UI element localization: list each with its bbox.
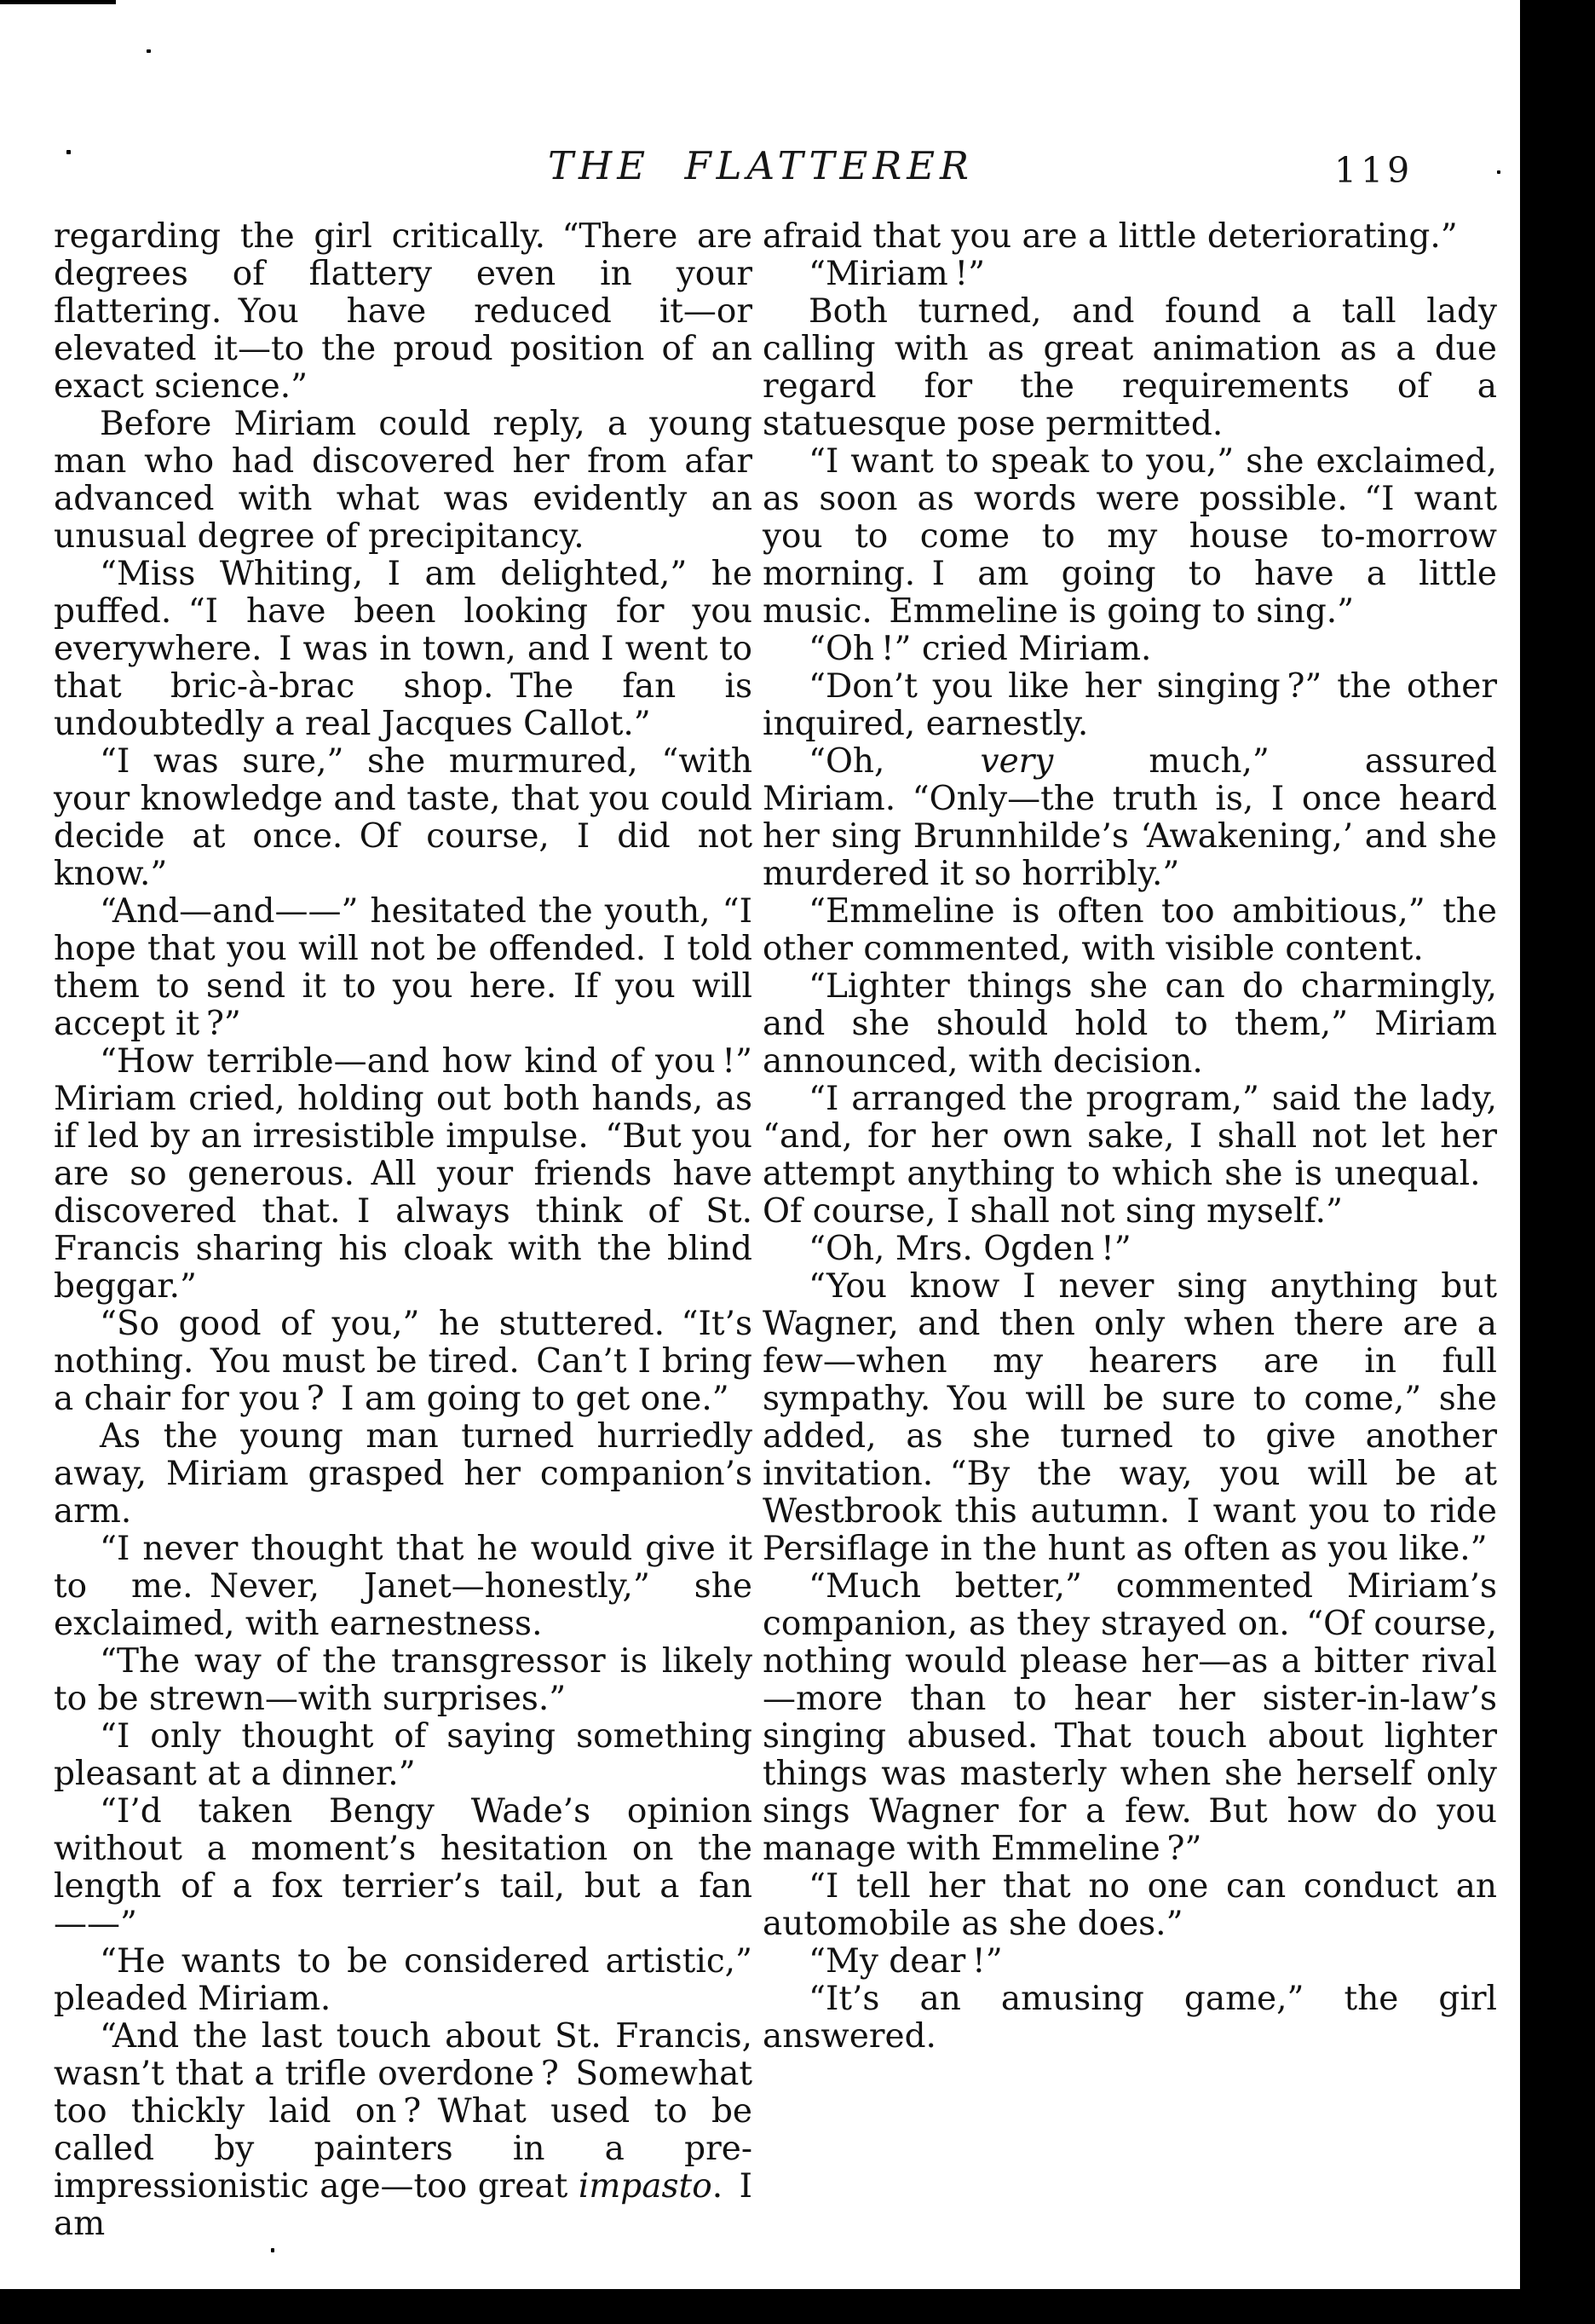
paragraph <box>54 743 752 893</box>
body-text: “You know I never sing anything but Wagner, and then only when there are a few—when my hearers are in full sympathy. You will be sure to come,” she added, as she turned to give another invitation. “By the way, you will be at Westbrook this autumn. I want you to ride Persiflage in the hunt as often as you like.” <box>763 1267 1497 1568</box>
scan-border-right-band <box>1520 0 1595 2324</box>
body-text: “So good of you,” he stuttered. “It’s nothing. You must be tired. Can’t I bring a chair for you ? I am going to get one.” <box>54 1305 752 1418</box>
text-column-right <box>763 218 1497 2056</box>
scan-speck <box>1497 170 1500 174</box>
paragraph <box>54 1306 752 1418</box>
scan-artifact-top-strip <box>0 0 116 4</box>
paragraph <box>763 1868 1497 1943</box>
body-text: “Miss Whiting, I am delighted,” he puffed. “I have been looking for you everywhere. I was in town, and I went to that bric-à-brac shop. The fan is undoubtedly a real Jacques Callot.” <box>54 555 752 743</box>
body-text: “I was sure,” she murmured, “with your knowledge and taste, that you could decide at once. Of course, I did not know.” <box>54 742 752 893</box>
paragraph <box>763 256 1497 293</box>
paragraph <box>54 1043 752 1306</box>
body-text: “And—and——” hesitated the youth, “I hope that you will not be offended. I told them to send it to you here. If you will accept it ?” <box>54 892 752 1043</box>
paragraph <box>763 1268 1497 1568</box>
body-text: “He wants to be considered artistic,” pleaded Miriam. <box>54 1942 752 2018</box>
paragraph <box>763 668 1497 743</box>
body-text: As the young man turned hurriedly away, Miriam grasped her companion’s arm. <box>54 1417 752 1531</box>
body-text: “I’d taken Bengy Wade’s opinion without a moment’s hesitation on the length of a fox terrier’s tail, but a fan——” <box>54 1792 752 1943</box>
body-text: Both turned, and found a tall lady calling with as great animation as a due regard for the requirements of a statuesque pose permitted. <box>763 292 1497 443</box>
paragraph <box>763 743 1497 893</box>
body-text: “Oh, Mrs. Ogden !” <box>809 1230 1131 1268</box>
paragraph <box>54 1418 752 1531</box>
body-text: “I want to speak to you,” she exclaimed, as soon as words were possible. “I want you to come to my house to-morrow morning. I am going to have a little music. Emmeline is going to sing.” <box>763 442 1497 631</box>
body-text: afraid that you are a little deteriorating.” <box>763 217 1458 256</box>
paragraph <box>763 218 1497 256</box>
body-text: Before Miriam could reply, a young man who had discovered her from afar advanced with what was evidently an unusual degree of precipitancy. <box>54 405 752 556</box>
paragraph <box>54 218 752 406</box>
body-text: “Oh, <box>809 742 981 781</box>
paragraph <box>54 1531 752 1643</box>
body-text: “Miriam !” <box>809 255 986 293</box>
body-text: “The way of the transgressor is likely to be strewn—with surprises.” <box>54 1642 752 1718</box>
body-text: “How terrible—and how kind of you !” Miriam cried, holding out both hands, as if led by an irresistible impulse. “But you are so generous. All your friends have discovered that. I always think of St. Francis sharing his cloak with the blind beggar.” <box>54 1042 752 1306</box>
paragraph <box>54 893 752 1043</box>
paragraph <box>763 1943 1497 1981</box>
body-text: “I tell her that no one can conduct an automobile as she does.” <box>763 1867 1497 1943</box>
paragraph <box>54 556 752 743</box>
text-column-left <box>54 218 752 2243</box>
paragraph <box>763 631 1497 668</box>
running-head-title: THE FLATTERER <box>548 143 974 188</box>
body-text: “And the last touch about St. Francis, wasn’t that a trifle overdone ? Somewhat too thickly laid on ? What used to be called by painters in a pre-impressionistic age—too great <box>54 2017 752 2206</box>
paragraph <box>54 406 752 556</box>
paragraph <box>54 1943 752 2018</box>
body-text: “It’s an amusing game,” the girl answered. <box>763 1980 1497 2056</box>
body-text: “My dear !” <box>809 1942 1003 1981</box>
paragraph <box>54 1793 752 1943</box>
paragraph <box>763 1231 1497 1268</box>
scan-speck <box>66 150 71 154</box>
body-text: “Emmeline is often too ambitious,” the other commented, with visible content. <box>763 892 1497 968</box>
italic-text: impasto <box>578 2167 712 2206</box>
scan-border-bottom-band <box>0 2289 1595 2324</box>
paragraph <box>763 893 1497 968</box>
paragraph <box>763 1081 1497 1231</box>
body-text: regarding the girl critically. “There are degrees of flattery even in your flattering. You have reduced it—or elevated it—to the proud position of an exact science.” <box>54 217 752 406</box>
paragraph <box>54 1718 752 1793</box>
body-text: “Oh !” cried Miriam. <box>809 630 1152 668</box>
body-text: “I only thought of saying something pleasant at a dinner.” <box>54 1717 752 1793</box>
paragraph <box>54 2018 752 2243</box>
body-text: “Don’t you like her singing ?” the other inquired, earnestly. <box>763 667 1497 743</box>
body-text: . I am <box>54 2167 752 2243</box>
paragraph <box>763 443 1497 631</box>
scan-speck <box>271 2248 274 2252</box>
paragraph <box>54 1643 752 1718</box>
paragraph <box>763 968 1497 1081</box>
body-text: “I arranged the program,” said the lady, “and, for her own sake, I shall not let her attempt anything to which she is unequal. Of course, I shall not sing myself.” <box>763 1080 1497 1231</box>
paragraph <box>763 1568 1497 1868</box>
body-text: “Much better,” commented Miriam’s companion, as they strayed on. “Of course, nothing would please her—as a bitter rival—more than to hear her sister-in-law’s singing abused. That touch about lighter things was masterly when she herself only sings Wagner for a few. But how do you manage with Emmeline ?” <box>763 1567 1497 1868</box>
scan-speck <box>147 49 151 53</box>
body-text: “Lighter things she can do charmingly, and she should hold to them,” Miriam announced, with decision. <box>763 967 1497 1081</box>
body-text: “I never thought that he would give it to me. Never, Janet—honestly,” she exclaimed, with earnestness. <box>54 1530 752 1643</box>
italic-text: very <box>980 742 1054 781</box>
page-number: 119 <box>1334 150 1414 191</box>
body-text: much,” assured Miriam. “Only—the truth is, I once heard her sing Brunnhilde’s ‘Awakening,’ and she murdered it so horribly.” <box>763 742 1497 893</box>
paragraph <box>763 293 1497 443</box>
paragraph <box>763 1981 1497 2056</box>
